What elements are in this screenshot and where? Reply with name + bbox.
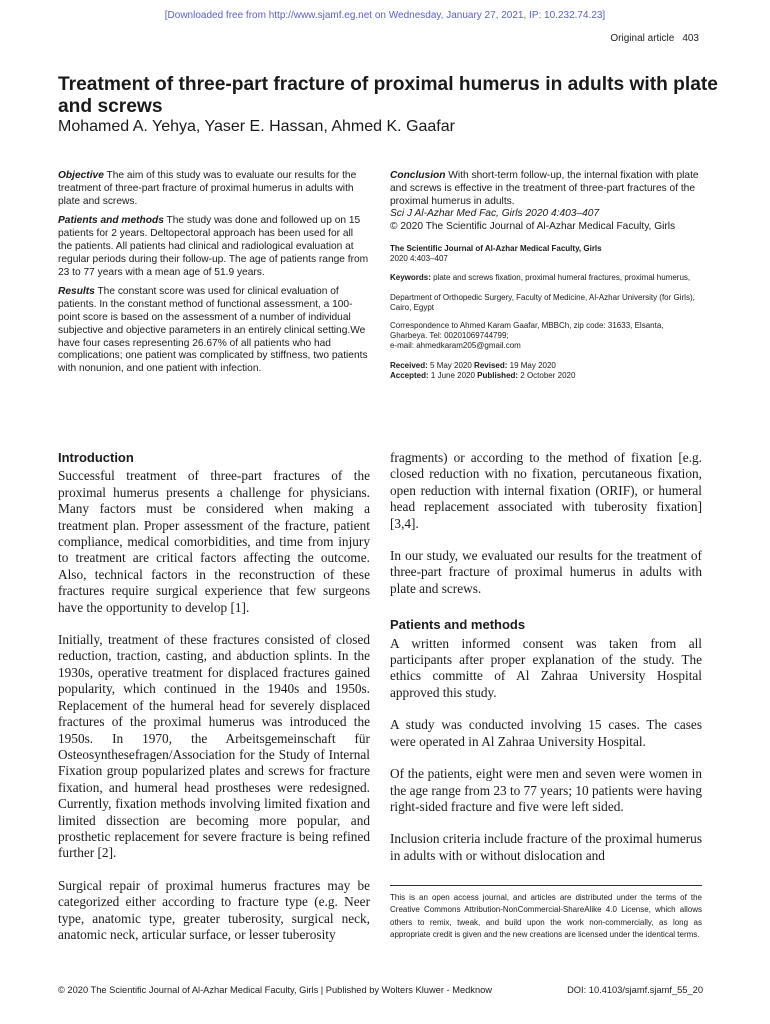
accepted-heading: Accepted: bbox=[390, 370, 429, 380]
keywords bbox=[390, 273, 702, 283]
copyright-line: © 2020 The Scientific Journal of Al-Azhar Medical Faculty, Girls bbox=[390, 221, 676, 233]
page-footer bbox=[58, 985, 703, 995]
license-note: This is an open access journal, and articles are distributed under the terms of the Creative Commons Attribution-NonCommercial-ShareAlike 4.0 License, which allows others to remix, tweak, and build upon the work non-commercially, as long as appropriate credit is given and the new creations are licensed under the identical terms. bbox=[390, 893, 702, 939]
received-heading: Received: bbox=[390, 360, 428, 370]
abstract-right-column bbox=[390, 170, 702, 381]
abstract-results bbox=[58, 286, 370, 376]
introduction-heading: Introduction bbox=[58, 450, 134, 465]
received-dates bbox=[390, 361, 702, 371]
footer-publisher: © 2020 The Scientific Journal of Al-Azhar Medical Faculty, Girls | Published by Wolters Kluwer - Medknow bbox=[58, 985, 493, 995]
methods-paragraph-2: A study was conducted involving 15 cases. The cases were operated in Al Zahraa University Hospital. bbox=[390, 717, 702, 749]
conclusion-text: With short-term follow-up, the internal fixation with plate and screws is effective in the treatment of three-part fractures of the proximal humerus in adults. bbox=[390, 170, 699, 207]
patients-methods-heading: Patients and methods bbox=[390, 617, 526, 633]
methods-paragraph-1: A written informed consent was taken from all participants after proper explanation of the study. The ethics committe of Al Zahraa University Hospital approved this study. bbox=[390, 635, 702, 700]
methods-text: The study was done and followed up on 15 patients for 2 years. Deltopectoral approach has been used for all the patients. All patients had clinical and radiological evaluation at regular periods during their follow-up. The age of patients range from 23 to 77 years with a mean age of 51.9 years. bbox=[58, 215, 369, 278]
body-right-column bbox=[390, 450, 702, 880]
received-date: 5 May 2020 bbox=[427, 360, 475, 370]
revised-heading: Revised: bbox=[474, 360, 508, 370]
download-banner[interactable]: [Downloaded free from http://www.sjamf.eg.net on Wednesday, January 27, 2021, IP: 10.232.74.23] bbox=[164, 10, 606, 21]
intro-paragraph-2: Initially, treatment of these fractures consisted of closed reduction, traction, casting, and abduction splints. In the 1930s, operative treatment for displaced fractures gained popularity, which continued in the 1940s and 1950s. Replacement of the humeral head for severely displaced fractures of the proximal humerus was introduced the 1950s. In 1970, the Arbeitsgemeinschaft für Osteosynthesefragen/Association for the Study of Internal Fixation group popularized plates and screws for fracture fixation, and humeral head prostheses were redesigned. Currently, fixation methods involving limited fixation and limited dissection are becoming more popular, and prosthetic replacement for severe fracture is being refined further [2]. bbox=[58, 632, 370, 861]
abstract-conclusion bbox=[390, 170, 702, 208]
abstract-methods bbox=[58, 215, 370, 279]
conclusion-heading: Conclusion bbox=[390, 170, 446, 181]
revised-date: 19 May 2020 bbox=[507, 360, 556, 370]
objective-text: The aim of this study was to evaluate our results for the treatment of three-part fracture of proximal humerus in adults with plate and screws. bbox=[58, 170, 357, 207]
methods-heading: Patients and methods bbox=[58, 215, 164, 227]
license-divider bbox=[390, 885, 702, 886]
published-date: 2 October 2020 bbox=[518, 370, 576, 380]
results-text: The constant score was used for clinical evaluation of patients. In the constant method of functional assessment, a 100-point score is based on the assessment of a number of individual subjective and objective parameters in an entirely clinical setting.We have four cases representing 26.67% of all patients who had complications; one patient was complicated by stiffness, two patients with nonunion, and one patient with infection. bbox=[58, 286, 368, 375]
footer-doi[interactable]: DOI: 10.4103/sjamf.sjamf_55_20 bbox=[567, 985, 703, 995]
abstract-left-column bbox=[58, 170, 370, 383]
abstract-objective bbox=[58, 170, 370, 208]
journal-name: The Scientific Journal of Al-Azhar Medical Faculty, Girls bbox=[390, 243, 602, 253]
intro-aim-paragraph: In our study, we evaluated our results for the treatment of three-part fracture of proximal humerus in adults with plate and screws. bbox=[390, 548, 702, 596]
article-type-label: Original article bbox=[610, 33, 675, 44]
accepted-dates bbox=[390, 371, 702, 381]
article-title: Treatment of three-part fracture of proximal humerus in adults with plate and screws bbox=[58, 74, 718, 117]
author-list: Mohamed A. Yehya, Yaser E. Hassan, Ahmed K. Gaafar bbox=[58, 118, 455, 135]
intro-paragraph-1: Successful treatment of three-part fractures of the proximal humerus presents a challenge for physicians. Many factors must be considered when making a treatment plan. Proper assessment of the fracture, patient compliance, medical comorbidities, and time from injury to treatment are critical factors affecting the outcome. Also, technical factors in the reconstruction of these fractures require surgical experience that few surgeons have the opportunity to develop [1]. bbox=[58, 468, 370, 615]
results-heading: Results bbox=[58, 286, 95, 298]
running-header bbox=[610, 33, 699, 44]
intro-paragraph-3: Surgical repair of proximal humerus fractures may be categorized either according to fracture type (e.g. Neer type, anatomic type, greater tuberosity, surgical neck, anatomic neck, articular surface, or lesser tuberosity bbox=[58, 877, 370, 942]
methods-paragraph-3: Of the patients, eight were men and seven were women in the age range from 23 to 77 years; 10 patients were having right-sided fracture and five were left sided. bbox=[390, 766, 703, 814]
email[interactable]: e-mail: ahmedkaram205@gmail.com bbox=[390, 340, 521, 350]
intro-continued-paragraph: fragments) or according to the method of fixation [e.g. closed reduction with no fixation, percutaneous fixation, open reduction with internal fixation (ORIF), or humeral head replacement associated with tuberosity fixation] [3,4]. bbox=[390, 450, 702, 531]
objective-heading: Objective bbox=[58, 170, 104, 181]
accepted-date: 1 June 2020 bbox=[428, 370, 478, 380]
body-left-column bbox=[58, 450, 370, 959]
page-number: 403 bbox=[682, 33, 699, 44]
journal-ref: 2020 4:403–407 bbox=[390, 253, 448, 263]
affiliation: Department of Orthopedic Surgery, Faculty of Medicine, Al-Azhar University (for Girls), Cairo, Egypt bbox=[390, 292, 695, 312]
published-heading: Published: bbox=[477, 370, 519, 380]
keywords-text: plate and screws fixation, proximal humeral fractures, proximal humerus, bbox=[430, 272, 691, 282]
citation: Sci J Al-Azhar Med Fac, Girls 2020 4:403–407 bbox=[390, 208, 600, 220]
keywords-heading: Keywords: bbox=[390, 272, 431, 282]
methods-paragraph-4: Inclusion criteria include fracture of the proximal humerus in adults with or without dislocation and bbox=[390, 831, 702, 863]
correspondence: Correspondence to Ahmed Karam Gaafar, MBBCh, zip code: 31633, Elsanta, Gharbeya. Tel: 00201069744799; bbox=[390, 320, 664, 340]
